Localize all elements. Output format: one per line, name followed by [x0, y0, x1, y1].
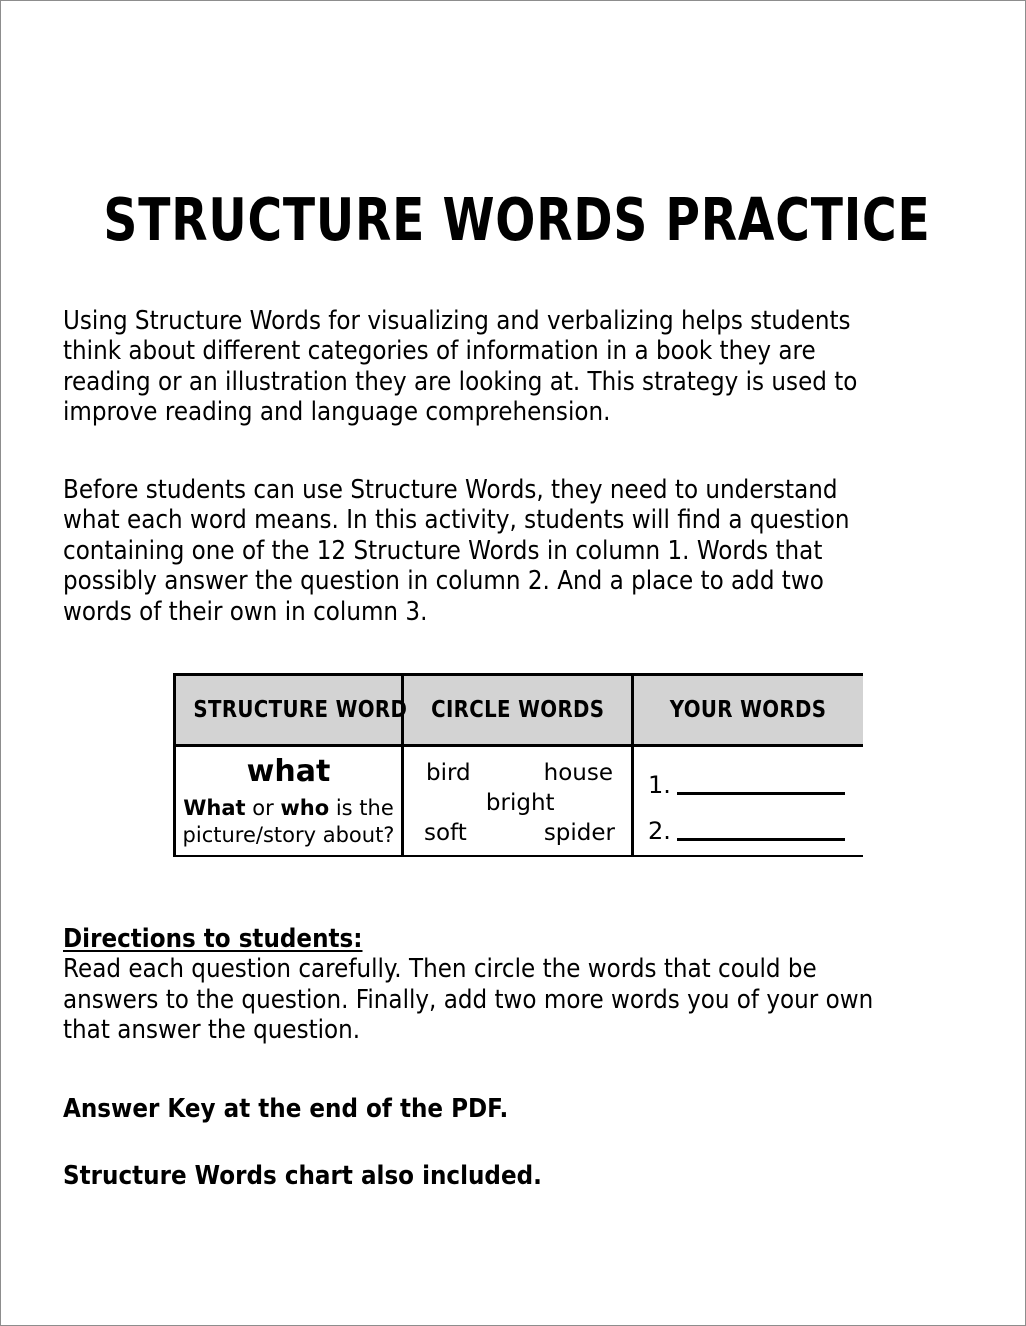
- question-tail: is the picture/story about?: [182, 795, 395, 847]
- column-header-structure-word: [175, 675, 408, 746]
- directions-body: Read each question carefully. Then circle the words that could be answers to the question. Finally, add two more words you of your own that answer the question.: [63, 954, 874, 1046]
- question-bold-who: who: [280, 795, 330, 820]
- your-words-blank-1[interactable]: [677, 792, 845, 795]
- structure-word-value: what: [246, 753, 331, 789]
- your-words-entry-1: [648, 773, 851, 797]
- cell-structure-word-clipped: [175, 857, 403, 858]
- your-words-blank-2[interactable]: [677, 838, 845, 841]
- cell-your-words-clipped: [633, 857, 864, 858]
- cell-structure-word: [175, 746, 403, 857]
- your-words-entry-2: [648, 819, 851, 843]
- circle-word-option[interactable]: spider: [543, 820, 615, 846]
- question-connector: or: [245, 795, 281, 820]
- structure-word-question: [176, 795, 401, 849]
- column-header-your-words: [633, 675, 864, 746]
- cell-circle-words-clipped: [403, 857, 633, 858]
- your-words-group: [634, 747, 863, 855]
- intro-paragraph-2: Before students can use Structure Words, they need to understand what each word means. In this activity, students will find a question containing one of the 12 Structure Words in column 1. Words that possibly answer the question in column 2. And a place to add two words of their own in column 3.: [63, 475, 850, 627]
- directions-block: [63, 924, 878, 1046]
- directions-heading: Directions to students:: [63, 924, 363, 954]
- answer-key-note: Answer Key at the end of the PDF.: [63, 1094, 509, 1124]
- structure-words-table: [173, 673, 863, 857]
- table-header: [175, 675, 864, 746]
- page-title: STRUCTURE WORDS PRACTICE: [103, 184, 931, 254]
- structure-words-table-wrapper: [173, 673, 863, 857]
- table-body: [175, 746, 864, 858]
- table-header-row: [175, 675, 864, 746]
- column-header-circle-words-label: CIRCLE WORDS: [430, 697, 605, 723]
- your-words-number-1: 1.: [648, 771, 671, 799]
- table-row: [175, 746, 864, 857]
- circle-word-option[interactable]: soft: [424, 820, 467, 846]
- circle-words-group: [404, 747, 631, 855]
- circle-word-option[interactable]: house: [543, 760, 613, 786]
- intro-paragraph-1: Using Structure Words for visualizing and verbalizing helps students think about different categories of information in a book they are reading or an illustration they are looking at. This strategy is used to improve reading and language comprehension.: [63, 306, 858, 428]
- cell-your-words: [633, 746, 864, 857]
- question-bold-what: What: [183, 795, 246, 820]
- column-header-your-words-label: YOUR WORDS: [670, 697, 827, 723]
- column-header-structure-word-label: STRUCTURE WORD: [193, 697, 408, 723]
- page-content: [1, 1, 1025, 1325]
- circle-word-option[interactable]: bright: [485, 790, 555, 816]
- column-header-circle-words: [403, 675, 633, 746]
- circle-word-option[interactable]: bird: [426, 760, 471, 786]
- your-words-number-2: 2.: [648, 817, 671, 845]
- chart-included-note: Structure Words chart also included.: [63, 1161, 542, 1191]
- table-row-clipped: [175, 857, 864, 858]
- cell-circle-words: [403, 746, 633, 857]
